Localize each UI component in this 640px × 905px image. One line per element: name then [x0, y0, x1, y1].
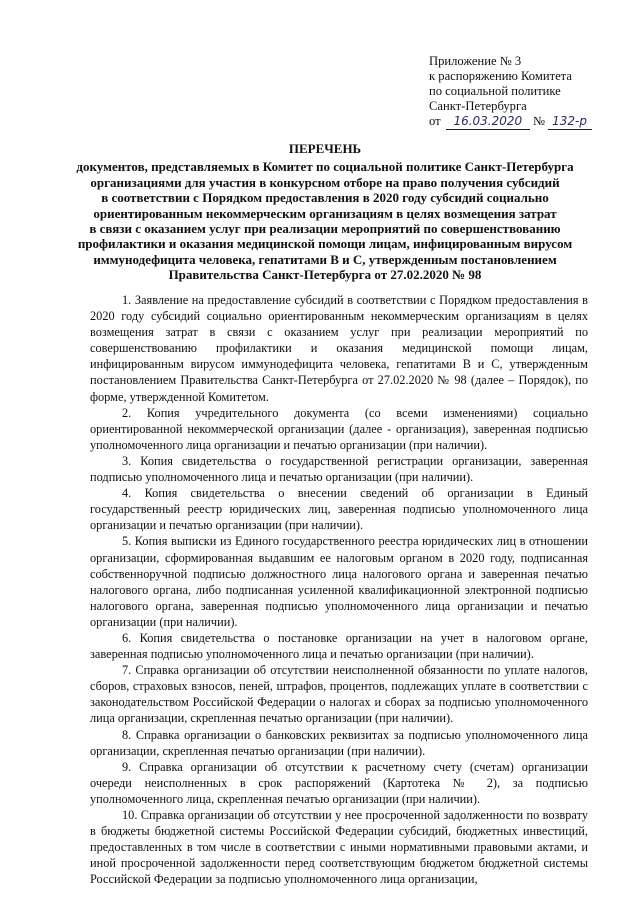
- title-line: документов, представляемых в Комитет по социальной политике Санкт-Петербурга: [76, 159, 574, 175]
- appendix-line: по социальной политике: [429, 84, 561, 98]
- from-label: от: [429, 114, 441, 128]
- list-item-6: 6. Копия свидетельства о постановке организации на учет в налоговом органе, заверенная подписью уполномоченного лица и печатью организации (при наличии).: [90, 630, 588, 662]
- document-list: [90, 292, 588, 887]
- list-item-10: 10. Справка организации об отсутствии у нее просроченной задолженности по возврату в бюджеты бюджетной системы Российской Федерации субсидий, бюджетных инвестиций, предоставленных в том числе в соответствии с иными нормативными правовыми актами, и иной просроченной задолженности перед соответствующим бюджетом бюджетной системы Российской Федерации за подписью уполномоченного лица организации,: [90, 808, 588, 887]
- appendix-line: к распоряжению Комитета: [429, 69, 572, 83]
- document-title: [60, 141, 590, 283]
- title-heading: ПЕРЕЧЕНЬ: [288, 141, 362, 156]
- list-item-2: 2. Копия учредительного документа (со всеми изменениями) социально ориентированной некоммерческой организации (далее - организация), заверенная подписью уполномоченного лица организации и печатью организации (при наличии).: [90, 405, 588, 452]
- appendix-line: Санкт-Петербурга: [429, 99, 527, 113]
- list-item-4: 4. Копия свидетельства о внесении сведений об организации в Единый государственный реестр юридических лиц, заверенная подписью уполномоченного лица организации и печатью организации (при наличии).: [90, 486, 588, 533]
- number-label: №: [532, 114, 545, 128]
- title-line: профилактики и оказания медицинской помощи лицам, инфицированным вирусом: [77, 236, 573, 252]
- title-line: ориентированным некоммерческим организациям в целях возмещения затрат: [93, 205, 557, 221]
- appendix-date-line: [429, 114, 629, 130]
- title-line: организациями для участия в конкурсном отборе на право получения субсидий: [90, 174, 560, 190]
- list-item-8: 8. Справка организации о банковских реквизитах за подписью уполномоченного лица организации, скрепленная печатью организации (при наличии).: [90, 727, 588, 758]
- handwritten-number: 132-р: [548, 114, 592, 130]
- title-line: иммунодефицита человека, гепатитами В и С, утвержденным постановлением: [93, 251, 557, 267]
- list-item-9: 9. Справка организации об отсутствии к расчетному счету (счетам) организации очереди неисполненных в срок распоряжений (Картотека № 2), за подписью уполномоченного лица, скрепленная печатью организации (при наличии).: [90, 759, 588, 806]
- title-line: Правительства Санкт-Петербурга от 27.02.2020 № 98: [168, 267, 482, 283]
- list-item-5: 5. Копия выписки из Единого государственного реестра юридических лиц в отношении организации, сформированная выдавшим ее налоговым органом в 2020 году, подписанная собственноручной подписью должностного лица налогового органа и заверенная печатью налогового органа, либо подписанная усиленной квалификационной электронной подписью налогового органа, заверенная подписью уполномоченного лица организации и печатью организации (при наличии).: [90, 534, 588, 629]
- appendix-block: [429, 54, 629, 130]
- appendix-title: Приложение № 3: [429, 54, 522, 68]
- list-item-1: 1. Заявление на предоставление субсидий в соответствии с Порядком предоставления в 2020 году субсидий социально ориентированным некоммерческим организациям в целях возмещения затрат в связи с оказанием услуг при реализации мероприятий по совершенствованию профилактики и оказания медицинской помощи лицам, инфицированным вирусом иммунодефицита человека, гепатитами В и С, утвержденным постановлением Правительства Санкт-Петербурга от 27.02.2020 № 98 (далее – Порядок), по форме, утвержденной Комитетом.: [90, 293, 588, 404]
- list-item-3: 3. Копия свидетельства о государственной регистрации организации, заверенная подписью уполномоченного лица и печатью организации (при наличии).: [90, 453, 588, 485]
- title-line: в соответствии с Порядком предоставления в 2020 году субсидий социально: [101, 190, 549, 206]
- list-item-7: 7. Справка организации об отсутствии неисполненной обязанности по уплате налогов, сборов, страховых взносов, пеней, штрафов, процентов, подлежащих уплате в соответствии с законодательством Российской Федерации о налогах и сборах за подписью уполномоченного лица организации, скрепленная печатью организации (при наличии).: [90, 663, 588, 726]
- title-line: в связи с оказанием услуг при реализации мероприятий по совершенствованию: [89, 221, 561, 237]
- handwritten-date: 16.03.2020: [446, 114, 530, 130]
